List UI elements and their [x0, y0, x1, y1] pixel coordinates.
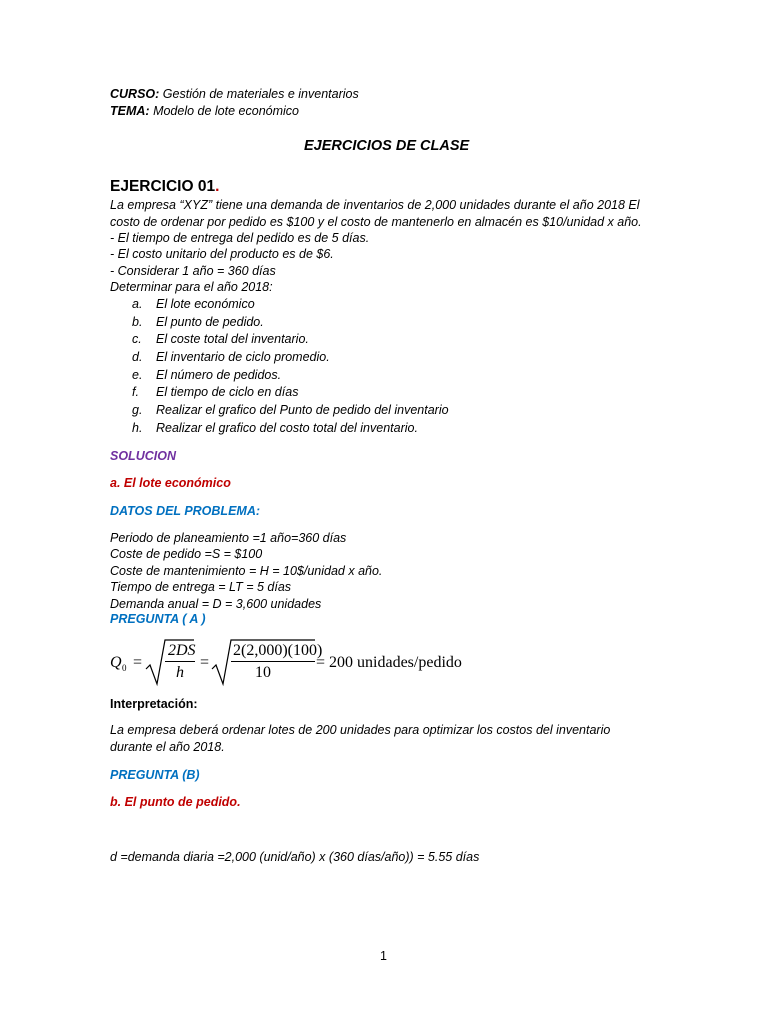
task-letter: e.: [132, 367, 143, 382]
course-line: [110, 86, 359, 102]
task-letter: d.: [132, 350, 143, 365]
exercise-heading-dot: .: [215, 178, 220, 195]
interpretation-line-2: durante el año 2018.: [110, 740, 225, 754]
daily-demand-line: d =demanda diaria =2,000 (unid/año) x (360 días/año)) = 5.55 días: [110, 850, 480, 864]
formula-equals-1: =: [133, 654, 143, 671]
task-item: [132, 331, 449, 349]
bullet-year-days: - Considerar 1 año = 360 días: [110, 264, 276, 278]
fraction-bar-2: [231, 661, 315, 662]
task-item: [132, 402, 449, 420]
task-letter: c.: [132, 332, 142, 347]
formula-lhs-subscript: 0: [122, 663, 127, 673]
task-item: [132, 420, 449, 438]
task-item: [132, 367, 449, 385]
formula-denominator-1: h: [176, 664, 184, 681]
question-b-heading: PREGUNTA (B): [110, 768, 200, 782]
formula-equals-2: =: [200, 654, 210, 671]
task-letter: h.: [132, 420, 143, 435]
task-text: El lote económico: [156, 297, 255, 311]
interpretation-label: Interpretación:: [110, 697, 198, 711]
page-title: EJERCICIOS DE CLASE: [304, 138, 470, 154]
task-letter: f.: [132, 385, 139, 400]
fraction-bar-1: [165, 661, 195, 662]
task-letter: g.: [132, 403, 143, 418]
solution-label: SOLUCION: [110, 449, 176, 463]
task-item: [132, 296, 449, 314]
course-label: CURSO:: [110, 87, 160, 101]
task-letter: b.: [132, 314, 143, 329]
question-a-heading: PREGUNTA ( A ): [110, 612, 206, 626]
bullet-lead-time: - El tiempo de entrega del pedido es de 5 días.: [110, 231, 370, 245]
formula-denominator-2: 10: [255, 664, 271, 681]
exercise-heading-text: EJERCICIO 01: [110, 178, 216, 195]
bullet-unit-cost: - El costo unitario del producto es de $6.: [110, 247, 334, 261]
data-line-lead-time: Tiempo de entrega = LT = 5 días: [110, 580, 292, 594]
formula-result: = 200 unidades/pedido: [316, 654, 462, 671]
data-heading: DATOS DEL PROBLEMA:: [110, 504, 261, 518]
task-text: El coste total del inventario.: [156, 332, 309, 347]
data-line-period: Periodo de planeamiento =1 año=360 días: [110, 531, 347, 545]
task-item: [132, 349, 449, 367]
data-line-order-cost: Coste de pedido =S = $100: [110, 547, 263, 561]
task-text: El punto de pedido.: [156, 314, 264, 329]
formula-numerator-1: 2DS: [168, 642, 196, 659]
data-line-holding-cost: Coste de mantenimiento = H = 10$/unidad x año.: [110, 564, 383, 578]
formula-lhs: Q: [110, 654, 122, 671]
data-line-demand: Demanda anual = D = 3,600 unidades: [110, 597, 322, 611]
exercise-intro-line-1: La empresa “XYZ” tiene una demanda de inventarios de 2,000 unidades durante el año 2018 El: [110, 198, 640, 212]
exercise-intro-line-2: costo de ordenar por pedido es $100 y el costo de mantenerlo en almacén es $10/unidad x año.: [110, 215, 642, 229]
part-a-heading: a. El lote económico: [110, 476, 231, 490]
formula-numerator-2: 2(2,000)(100): [233, 642, 323, 659]
task-text: El inventario de ciclo promedio.: [156, 350, 330, 365]
topic-value: Modelo de lote económico: [153, 104, 299, 118]
task-text: Realizar el grafico del Punto de pedido del inventario: [156, 403, 449, 418]
course-value: Gestión de materiales e inventarios: [162, 87, 359, 101]
exercise-heading: [110, 179, 219, 195]
task-letter: a.: [132, 297, 143, 311]
task-text: El tiempo de ciclo en días: [156, 385, 299, 400]
task-item: [132, 384, 449, 402]
topic-label: TEMA:: [110, 104, 150, 118]
page-number: 1: [380, 949, 387, 963]
determine-line: Determinar para el año 2018:: [110, 280, 273, 294]
topic-line: [110, 103, 299, 119]
task-text: Realizar el grafico del costo total del inventario.: [156, 420, 418, 435]
task-item: [132, 314, 449, 332]
interpretation-line-1: La empresa deberá ordenar lotes de 200 unidades para optimizar los costos del inventario: [110, 723, 611, 737]
part-b-heading: b. El punto de pedido.: [110, 795, 241, 809]
task-text: El número de pedidos.: [156, 367, 282, 382]
task-list: [132, 296, 449, 438]
